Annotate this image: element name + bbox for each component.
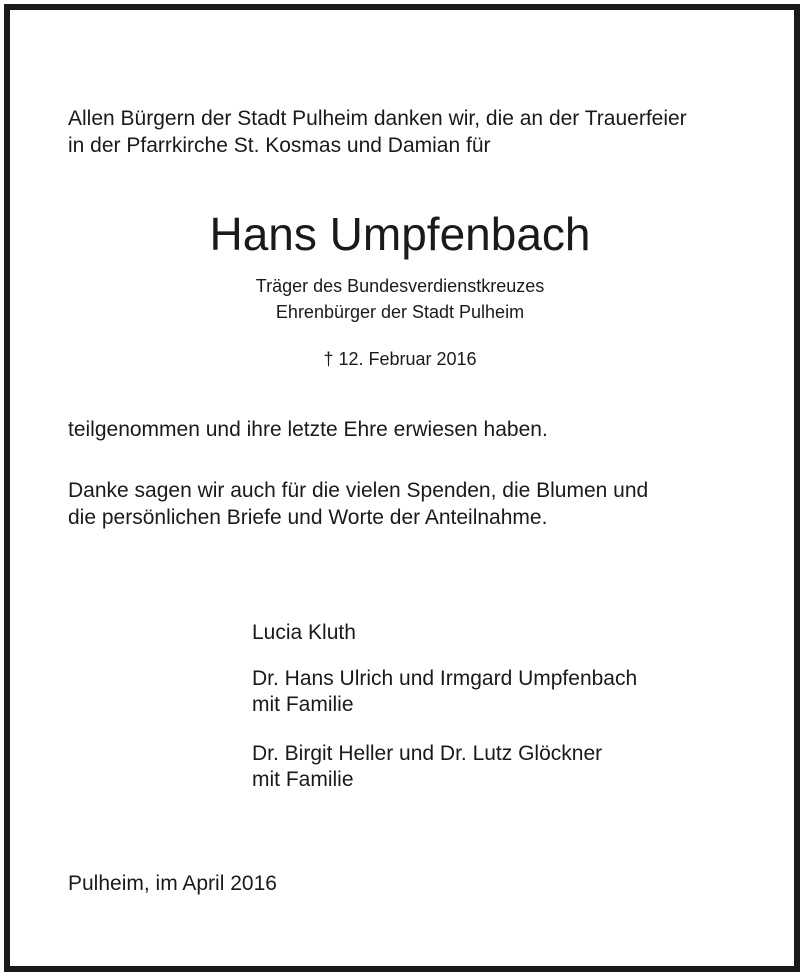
thanks-line-2: die persönlichen Briefe und Worte der Anteilnahme.	[68, 506, 548, 529]
thanks-line-1: Danke sagen wir auch für die vielen Spenden, die Blumen und	[68, 479, 649, 502]
signatory-2-name: Dr. Hans Ulrich und Irmgard Umpfenbach	[252, 667, 638, 690]
deceased-name: Hans Umpfenbach	[209, 208, 591, 260]
deceased-title-1: Träger des Bundesverdienstkreuzes	[255, 276, 545, 296]
continuation-text: teilgenommen und ihre letzte Ehre erwiesen haben.	[68, 418, 548, 441]
place-date: Pulheim, im April 2016	[68, 872, 277, 895]
signatory-1: Lucia Kluth	[252, 621, 356, 644]
intro-line-2: in der Pfarrkirche St. Kosmas und Damian für	[68, 134, 491, 157]
signatory-2-family: mit Familie	[252, 693, 354, 716]
intro-line-1: Allen Bürgern der Stadt Pulheim danken wir, die an der Trauerfeier	[68, 107, 687, 130]
signatory-3-name: Dr. Birgit Heller und Dr. Lutz Glöckner	[252, 742, 603, 765]
deceased-title-2: Ehrenbürger der Stadt Pulheim	[275, 302, 525, 322]
death-date: † 12. Februar 2016	[323, 349, 477, 369]
signatory-3-family: mit Familie	[252, 768, 354, 791]
